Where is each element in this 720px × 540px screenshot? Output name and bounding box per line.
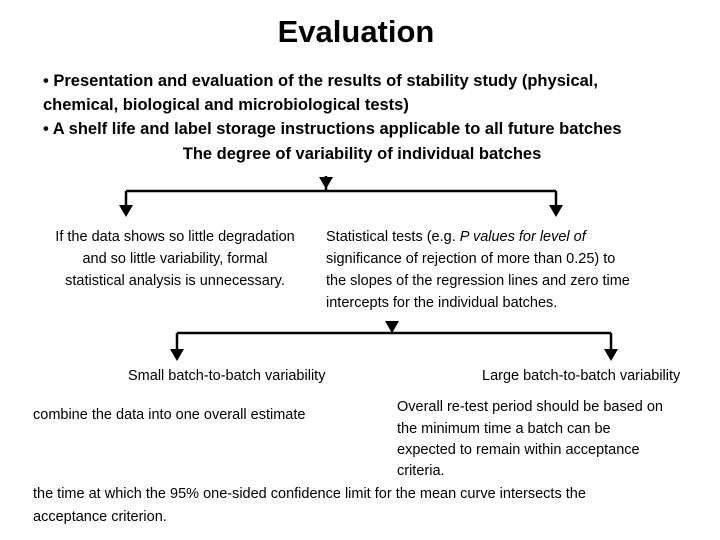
right-branch-line-3: the slopes of the regression lines and zero time — [326, 273, 630, 289]
statistical-tests-text: Statistical tests (e.g. — [326, 229, 460, 245]
large-variability-line-1: Overall re-test period should be based on — [397, 399, 663, 415]
bullet-results-line-2: chemical, biological and microbiological tests) — [43, 96, 409, 114]
left-branch-line-3: statistical analysis is unnecessary. — [65, 273, 285, 289]
top-arrowheads — [119, 177, 563, 217]
right-branch-line-4: intercepts for the individual batches. — [326, 295, 558, 311]
large-variability-line-4: criteria. — [397, 463, 445, 479]
large-variability-label: Large batch-to-batch variability — [482, 368, 681, 384]
right-branch-line-1 — [326, 227, 586, 247]
bullet-results-line-1: • Presentation and evaluation of the results of stability study (physical, — [43, 72, 598, 90]
top-connector — [126, 176, 556, 210]
left-branch-line-2: and so little variability, formal — [82, 251, 268, 267]
arrowhead-left-down — [119, 205, 133, 217]
arrowhead-mid-down — [385, 321, 399, 333]
bullet-shelf-life: • A shelf life and label storage instructions applicable to all future batches — [43, 120, 622, 138]
arrowhead-small-down — [170, 349, 184, 361]
footer-line-1: the time at which the 95% one-sided confidence limit for the mean curve intersects the — [33, 486, 586, 502]
large-variability-line-3: expected to remain within acceptance — [397, 442, 640, 458]
small-variability-action: combine the data into one overall estimate — [33, 407, 306, 423]
large-variability-line-2: the minimum time a batch can be — [397, 421, 611, 437]
small-variability-label: Small batch-to-batch variability — [128, 368, 326, 384]
page-title: Evaluation — [277, 14, 435, 49]
left-branch-line-1: If the data shows so little degradation — [55, 229, 295, 245]
variability-heading: The degree of variability of individual batches — [182, 145, 542, 163]
right-branch-line-2: significance of rejection of more than 0.25) to — [326, 251, 616, 267]
arrowhead-center-down — [319, 177, 333, 189]
bottom-arrowheads — [170, 321, 618, 361]
arrowhead-large-down — [604, 349, 618, 361]
footer-line-2: acceptance criterion. — [33, 509, 167, 525]
p-values-text: P values for level of — [459, 229, 586, 245]
arrowhead-right-down — [549, 205, 563, 217]
